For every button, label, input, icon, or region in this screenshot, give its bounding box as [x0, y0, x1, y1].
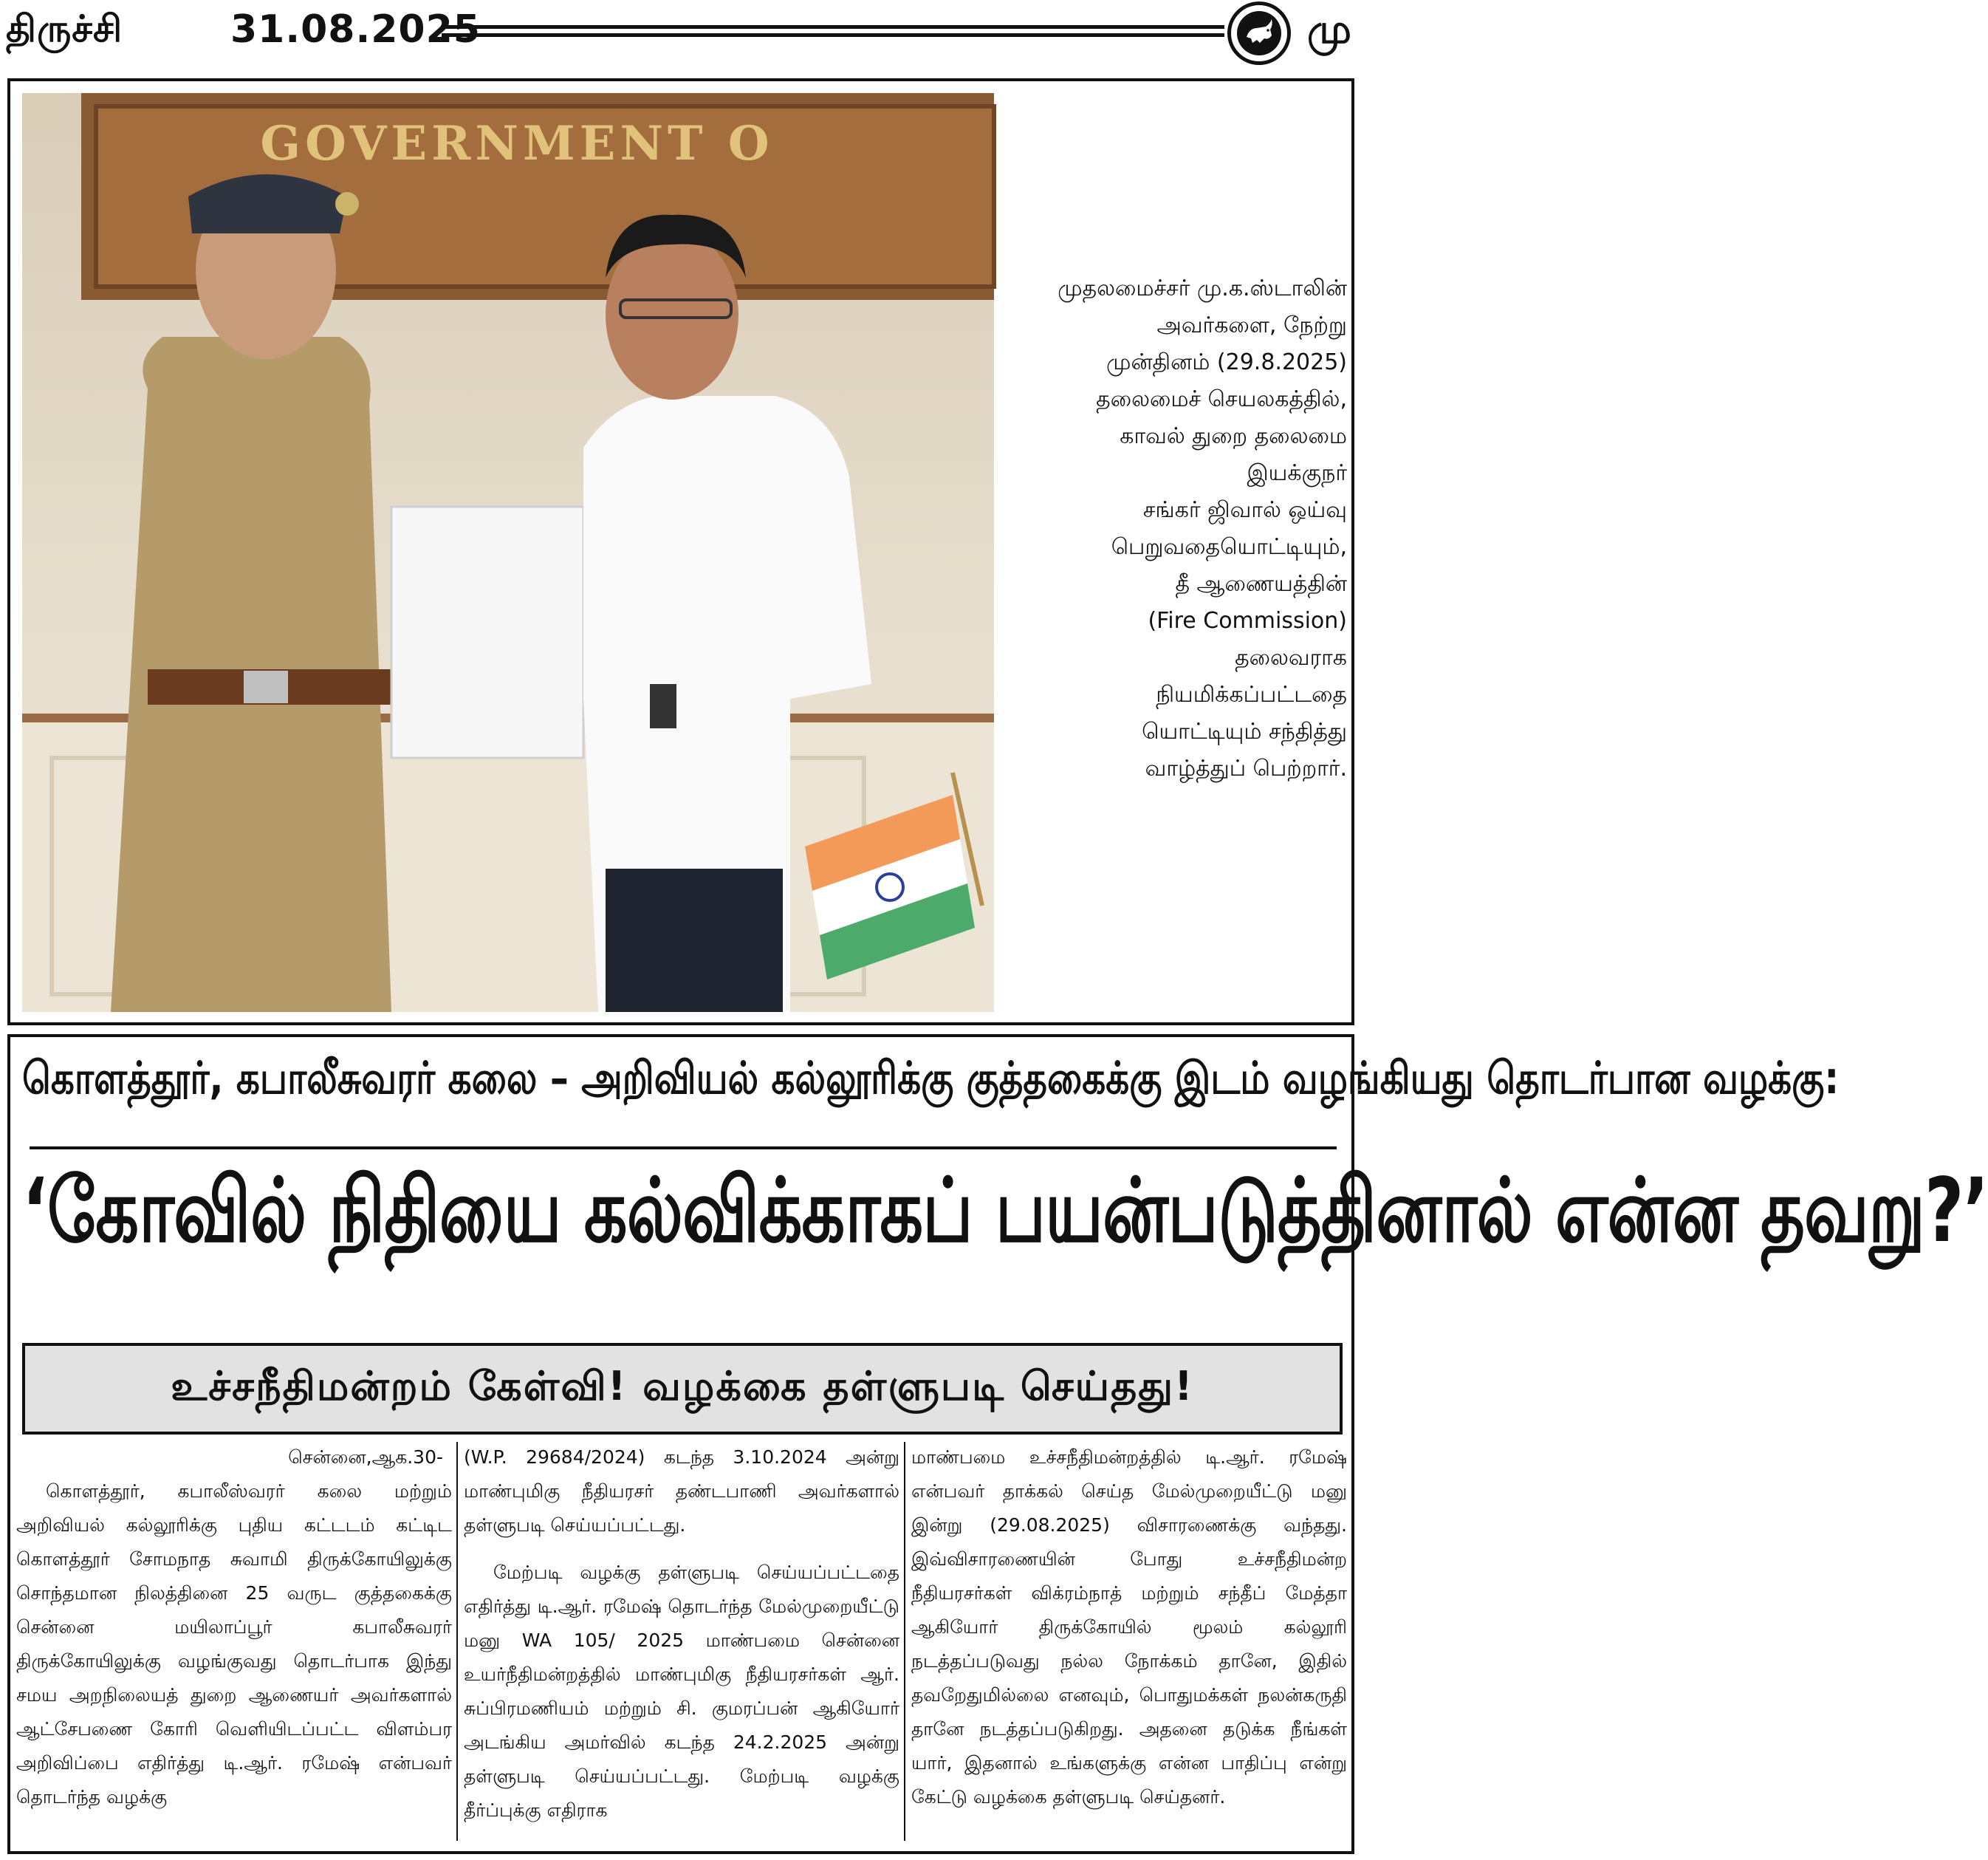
masthead-date: 31.08.2025 [230, 7, 481, 52]
photo-illustration [22, 93, 994, 1012]
caption-line: தலைவராக [1235, 645, 1347, 671]
caption-line: யொட்டியும் சந்தித்து [1142, 719, 1347, 745]
caption-line: இயக்குநர் [1247, 460, 1347, 486]
photo-caption [994, 270, 1357, 787]
article-subheadline: உச்சநீதிமன்றம் கேள்வி! வழக்கை தள்ளுபடி செய்தது! [171, 1362, 1194, 1409]
article-column-2 [464, 1440, 899, 1843]
column-divider [456, 1442, 458, 1841]
article-headline: ‘கோவில் நிதியை கல்விக்காகப் பயன்படுத்தினால் என்ன தவறு?’ [22, 1159, 1988, 1262]
caption-line: (Fire Commission) [1148, 608, 1347, 634]
article-paragraph: மாண்பமை உச்சநீதிமன்றத்தில் டி.ஆர். ரமேஷ் என்பவர் தாக்கல் செய்த மேல்முறையீட்டு மனு இன்று (29.08.2025) விசாரணைக்கு வந்தது. இவ்விசாரணையின் போது உச்சநீதிமன்ற நீதியரசர்கள் விக்ரம்நாத் மற்றும் சந்தீப் மேத்தா ஆகியோர் திருக்கோயில் மூலம் கல்லூரி நடத்தப்படுவது நல்ல நோக்கம் தானே, இதில் தவறேதுமில்லை எனவும், பொதுமக்கள் நலன்கருதி தானே நடத்தப்படுகிறது. அதனை தடுக்க நீங்கள் யார், இதனால் உங்களுக்கு என்ன பாதிப்பு என்று கேட்டு வழக்கை தள்ளுபடி செய்தனர். [911, 1446, 1347, 1808]
caption-line: பெறுவதையொட்டியும், [1111, 534, 1347, 560]
kicker-divider [30, 1146, 1337, 1149]
news-photo [22, 93, 994, 1012]
document-sheet [391, 507, 583, 758]
column-divider [904, 1442, 905, 1841]
caption-line: தீ ஆணையத்தின் [1175, 571, 1347, 597]
caption-line: தலைமைச் செயலகத்தில், [1096, 386, 1347, 412]
caption-line: முன்தினம் (29.8.2025) [1106, 349, 1347, 375]
article-dateline: சென்னை,ஆக.30- [288, 1446, 443, 1468]
masthead-rule [442, 25, 1224, 37]
caption-line: வாழ்த்துப் பெற்றார். [1145, 756, 1347, 782]
government-sign: GOVERNMENT O [260, 116, 774, 171]
article-column-1 [16, 1440, 452, 1843]
caption-line: அவர்களை, நேற்று [1156, 312, 1347, 338]
masthead [0, 0, 1357, 66]
article-kicker: கொளத்தூர், கபாலீசுவரர் கலை – அறிவியல் கல்லூரிக்கு குத்தகைக்கு இடம் வழங்கியது தொடர்பான வழக்கு: [22, 1053, 1840, 1104]
watch [650, 684, 676, 728]
subheadline-box [22, 1343, 1343, 1435]
masthead-city: திருச்சி [6, 7, 123, 50]
bull-emblem-icon [1236, 10, 1282, 56]
article-paragraph: கொளத்தூர், கபாலீஸ்வரர் கலை மற்றும் அறிவியல் கல்லூரிக்கு புதிய கட்டடம் கட்டிட கொளத்தூர் சோமநாத சுவாமி திருக்கோயிலுக்கு சொந்தமான நிலத்தினை 25 வருட குத்தகைக்கு சென்னை மயிலாப்பூர் கபாலீசுவரர் திருக்கோயிலுக்கு வழங்குவது தொடர்பாக இந்து சமய அறநிலையத் துறை ஆணையர் அவர்களால் ஆட்சேபணை கோரி வெளியிடப்பட்ட விளம்பர அறிவிப்பை எதிர்த்து டி.ஆர். ரமேஷ் என்பவர் தொடர்ந்த வழக்கு [16, 1480, 452, 1808]
article-paragraph: (W.P. 29684/2024) கடந்த 3.10.2024 அன்று மாண்புமிகு நீதியரசர் தண்டபாணி அவர்களால் தள்ளுபடி செய்யப்பட்டது. [464, 1446, 899, 1536]
caption-line: சங்கர் ஜிவால் ஒய்வு [1142, 497, 1347, 523]
caption-line: காவல் துறை தலைமை [1120, 423, 1347, 449]
article-column-3 [911, 1440, 1347, 1843]
caption-line: முதலமைச்சர் மு.க.ஸ்டாலின் [1058, 276, 1347, 301]
masthead-trailing: மு [1307, 6, 1351, 52]
article-paragraph: மேற்படி வழக்கு தள்ளுபடி செய்யப்பட்டதை எதிர்த்து டி.ஆர். ரமேஷ் தொடர்ந்த மேல்முறையீட்டு மனு WA 105/ 2025 மாண்பமை சென்னை உயர்நீதிமன்றத்தில் மாண்புமிகு நீதியரசர்கள் ஆர். சுப்பிரமணியம் மற்றும் சி. குமரப்பன் ஆகியோர் அடங்கிய அமர்வில் கடந்த 24.2.2025 அன்று தள்ளுபடி செய்யப்பட்டது. மேற்படி வழக்கு தீர்ப்புக்கு எதிராக [464, 1562, 899, 1821]
bull-logo-icon [1227, 1, 1291, 65]
caption-line: நியமிக்கப்பட்டதை [1156, 682, 1347, 708]
